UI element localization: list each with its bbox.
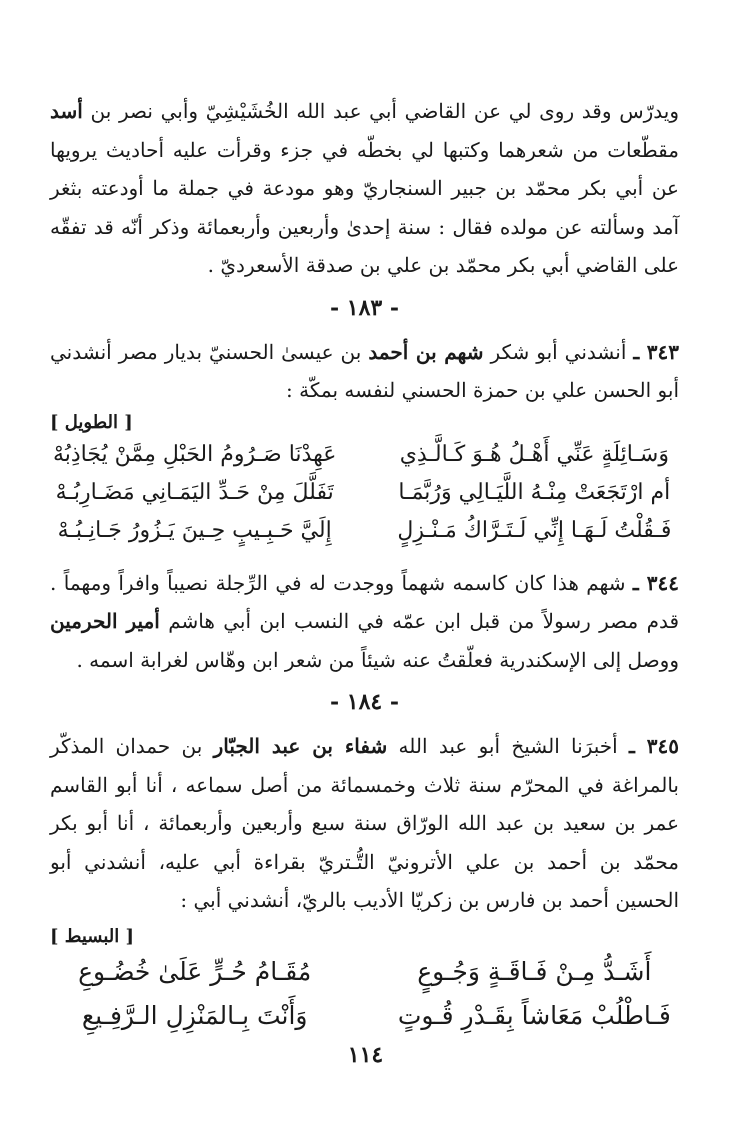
intro-text-a: ويدرّس وقد روى لي عن القاضي أبي عبد الله الخُشَيْشِيّ وأبي نصر بن <box>82 99 679 123</box>
entry-number-344: ٣٤٤ ـ <box>632 570 680 595</box>
paragraph-343 <box>50 333 679 410</box>
entry-number-343: ٣٤٣ ـ <box>633 339 680 364</box>
verse-row <box>50 994 679 1038</box>
p344-text-b: ووصل إلى الإسكندرية فعلّقتُ عنه شيئاً من شعر ابن وهّاس لغرابة اسمه . <box>76 647 679 672</box>
verse-first-hemistich: فَـاطْلُبْ مَعَاشاً بِقَـدْرِ قُـوتٍ <box>397 1000 671 1030</box>
p345-bold-name: شفاء بن عبد الجبّار <box>213 734 388 758</box>
section-number-183: - ١٨٣ - <box>329 294 400 321</box>
intro-text-b: مقطّعات من شعرهما وكتبها لي بخطّه في جزء وقرأت عليه أحاديث يرويها عن أبي بكر محمّد بن جبير السنجاريّ وهو مودعة في جملة ما أودعته بثغر آمد وسألته عن مولده فقال : سنة إحدىٰ وأربعين وأربعمائة وذكر أنّه قد تفقّه على القاضي أبي بكر محمّد بن علي بن صدقة الأسعرديّ . <box>50 137 679 277</box>
p345-text-b: بن حمدان المذكّر بالمراغة في المحرّم سنة ثلاث وخمسمائة من أصل سماعه ، أنا أبو القاسم عمر بن سعيد بن عبد الله الورّاق سنة سبع وأربعين وأربعمائة ، أنا أبو بكر محمّد بن أحمد بن علي الأترونيّ التُّـتريّ بقراءة أبي عليه، أنشدني أبو الحسين أحمد بن فارس بن زكريّا الأديب بالريّ، أنشدني أبي : <box>50 734 679 912</box>
verse-row <box>50 474 679 512</box>
verse-row <box>50 950 679 994</box>
page-number: ١١٤ <box>347 1042 384 1068</box>
verse-first-hemistich: أم ارْتَجَعَتْ مِنْـهُ اللَّيَـالِي وَرُبَّمَـا <box>398 479 671 505</box>
intro-bold-name: أسد <box>50 99 83 123</box>
verse-second-hemistich: مُقَـامُ حُـرٍّ عَلَىٰ خُضُـوعِ <box>78 956 312 986</box>
meter-label-tawil: [ الطويل ] <box>50 411 133 433</box>
verse-second-hemistich: تَفَلَّلَ مِنْ حَـدِّ اليَمَـانِي مَضَـارِبُـهْ <box>55 479 334 505</box>
p343-text-b: بن عيسىٰ الحسنيّ بديار مصر أنشدني أبو الحسن علي بن حمزة الحسني لنفسه بمكّة : <box>50 339 679 402</box>
verse-second-hemistich: عَهِدْنَا صَـرُومُ الحَبْلِ مِمَّنْ يُجَاذِبُهْ <box>52 441 337 467</box>
poem-basit <box>50 950 679 1038</box>
paragraph-344 <box>50 564 679 680</box>
verse-first-hemistich: وَسَـائِلَةٍ عَنِّي أَهْـلُ هُـوَ كَـالَّـذِي <box>399 441 669 467</box>
meter-label-basit: [ البسيط ] <box>50 925 135 947</box>
paragraph-intro <box>50 92 679 285</box>
verse-row <box>50 436 679 474</box>
p343-text-a: أنشدني أبو شكر <box>483 339 634 364</box>
verse-row <box>50 512 679 550</box>
verse-second-hemistich: وَأَنْتَ بِـالمَنْزِلِ الـرَّفِـيعِ <box>81 1000 308 1030</box>
section-number-184: - ١٨٤ - <box>329 689 400 715</box>
p343-bold-name: شهم بن أحمد <box>368 339 484 364</box>
p344-bold-phrase: أمير الحرمين <box>50 609 160 633</box>
poem-tawil <box>50 436 679 550</box>
p344-text-a: شهم هذا كان كاسمه شهماً ووجدت له في الرِّجلة نصيباً وافراً ومهماً . قدم مصر رسولاً من قبل ابن عمّه في النسب ابن أبي هاشم <box>50 570 680 633</box>
verse-second-hemistich: إِلَيَّ حَـبِـيبٍ حِـينَ يَـزُورُ جَـانِـبُـهْ <box>57 517 332 543</box>
paragraph-345 <box>50 727 679 920</box>
entry-number-345: ٣٤٥ ـ <box>629 734 679 758</box>
verse-first-hemistich: أَشَـدُّ مِـنْ فَـاقَـةٍ وَجُـوعٍ <box>417 956 652 986</box>
verse-first-hemistich: فَـقُلْتُ لَـهَـا إِنِّي لَـتَـرَّاكُ مَـنْـزِلٍ <box>397 517 672 543</box>
p345-text-a: أخبرَنا الشيخ أبو عبد الله <box>387 734 629 758</box>
